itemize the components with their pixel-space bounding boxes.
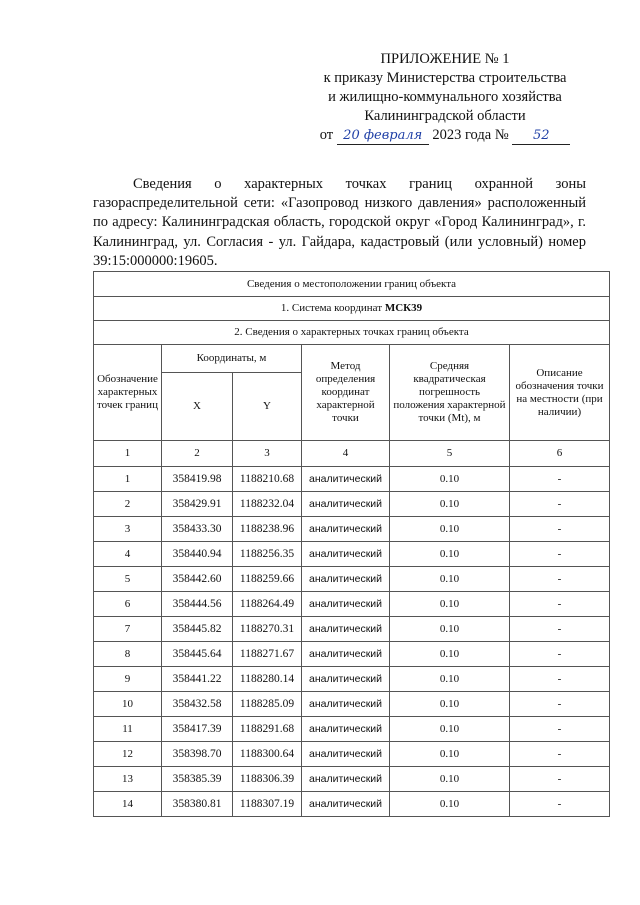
col-number: 1 <box>94 441 162 467</box>
error-cell: 0.10 <box>390 567 510 592</box>
y-coordinate: 1188270.31 <box>233 617 302 642</box>
point-number: 12 <box>94 742 162 767</box>
intro-paragraph: Сведения о характерных точках границ охранной зоны газораспределительной сети: «Газопровод низкого давления» расположенный по адресу: Калининградская область, городской округ «Город Калининград», г. Калининград, ул. Согласия - ул. Гайдара, кадастровый (или условный) номер 39:15:000000:19605. <box>93 176 586 269</box>
description-cell: - <box>510 742 610 767</box>
method-cell: аналитический <box>302 492 390 517</box>
table-title-row <box>94 272 610 297</box>
y-coordinate: 1188306.39 <box>233 767 302 792</box>
col-designation-header: Обозначение характерных точек границ <box>94 345 162 441</box>
table-row <box>94 692 610 717</box>
method-cell: аналитический <box>302 617 390 642</box>
x-coordinate: 358398.70 <box>162 742 233 767</box>
y-coordinate: 1188285.09 <box>233 692 302 717</box>
description-cell: - <box>510 542 610 567</box>
y-coordinate: 1188232.04 <box>233 492 302 517</box>
error-cell: 0.10 <box>390 617 510 642</box>
x-coordinate: 358441.22 <box>162 667 233 692</box>
col-number: 3 <box>233 441 302 467</box>
table-row <box>94 667 610 692</box>
method-cell: аналитический <box>302 642 390 667</box>
point-number: 1 <box>94 467 162 492</box>
point-number: 8 <box>94 642 162 667</box>
y-coordinate: 1188256.35 <box>233 542 302 567</box>
error-cell: 0.10 <box>390 467 510 492</box>
table-row <box>94 517 610 542</box>
x-coordinate: 358445.82 <box>162 617 233 642</box>
description-cell: - <box>510 792 610 817</box>
point-number: 11 <box>94 717 162 742</box>
order-date-line <box>300 126 590 145</box>
order-header <box>300 50 590 145</box>
x-coordinate: 358433.30 <box>162 517 233 542</box>
y-coordinate: 1188307.19 <box>233 792 302 817</box>
point-number: 4 <box>94 542 162 567</box>
error-cell: 0.10 <box>390 492 510 517</box>
table-title: Сведения о местоположении границ объекта <box>94 272 610 297</box>
method-cell: аналитический <box>302 567 390 592</box>
col-y-header: Y <box>233 373 302 441</box>
description-cell: - <box>510 567 610 592</box>
method-cell: аналитический <box>302 692 390 717</box>
x-coordinate: 358432.58 <box>162 692 233 717</box>
description-cell: - <box>510 592 610 617</box>
x-coordinate: 358444.56 <box>162 592 233 617</box>
x-coordinate: 358385.39 <box>162 767 233 792</box>
col-coords-header: Координаты, м <box>162 345 302 373</box>
description-cell: - <box>510 517 610 542</box>
x-coordinate: 358417.39 <box>162 717 233 742</box>
description-cell: - <box>510 717 610 742</box>
col-description-header: Описание обозначения точки на местности (при наличии) <box>510 345 610 441</box>
coordinate-system-row <box>94 297 610 321</box>
point-number: 9 <box>94 667 162 692</box>
x-coordinate: 358380.81 <box>162 792 233 817</box>
point-number: 5 <box>94 567 162 592</box>
year-number-label: 2023 года № <box>432 127 509 143</box>
method-cell: аналитический <box>302 767 390 792</box>
point-number: 14 <box>94 792 162 817</box>
section2-title: 2. Сведения о характерных точках границ объекта <box>94 321 610 345</box>
col-number: 6 <box>510 441 610 467</box>
table-row <box>94 467 610 492</box>
description-cell: - <box>510 767 610 792</box>
description-cell: - <box>510 642 610 667</box>
coordinate-system <box>94 297 610 321</box>
x-coordinate: 358442.60 <box>162 567 233 592</box>
appendix-title: ПРИЛОЖЕНИЕ № 1 <box>380 51 510 67</box>
method-cell: аналитический <box>302 742 390 767</box>
col-x-header: X <box>162 373 233 441</box>
error-cell: 0.10 <box>390 692 510 717</box>
table-row <box>94 542 610 567</box>
y-coordinate: 1188264.49 <box>233 592 302 617</box>
description-cell: - <box>510 467 610 492</box>
error-cell: 0.10 <box>390 717 510 742</box>
table-row <box>94 717 610 742</box>
table-row <box>94 642 610 667</box>
col-error-header: Средняя квадратическая погрешность положения характерной точки (Mt), м <box>390 345 510 441</box>
error-cell: 0.10 <box>390 642 510 667</box>
x-coordinate: 358419.98 <box>162 467 233 492</box>
coordinate-system-value: МСК39 <box>384 302 423 314</box>
col-number: 5 <box>390 441 510 467</box>
x-coordinate: 358440.94 <box>162 542 233 567</box>
table-row <box>94 617 610 642</box>
point-number: 13 <box>94 767 162 792</box>
point-number: 7 <box>94 617 162 642</box>
description-cell: - <box>510 667 610 692</box>
point-number: 10 <box>94 692 162 717</box>
error-cell: 0.10 <box>390 542 510 567</box>
error-cell: 0.10 <box>390 592 510 617</box>
error-cell: 0.10 <box>390 767 510 792</box>
table-row <box>94 492 610 517</box>
method-cell: аналитический <box>302 667 390 692</box>
table-row <box>94 742 610 767</box>
point-number: 3 <box>94 517 162 542</box>
error-cell: 0.10 <box>390 517 510 542</box>
method-cell: аналитический <box>302 592 390 617</box>
y-coordinate: 1188271.67 <box>233 642 302 667</box>
table-row <box>94 767 610 792</box>
col-number: 4 <box>302 441 390 467</box>
y-coordinate: 1188280.14 <box>233 667 302 692</box>
handwritten-date: 20 февраля <box>337 128 429 145</box>
y-coordinate: 1188210.68 <box>233 467 302 492</box>
col-method-header: Метод определения координат характерной точки <box>302 345 390 441</box>
coordinate-system-label: 1. Система координат <box>280 302 383 314</box>
point-number: 2 <box>94 492 162 517</box>
method-cell: аналитический <box>302 517 390 542</box>
method-cell: аналитический <box>302 542 390 567</box>
order-ref-line-2: и жилищно-коммунального хозяйства <box>328 89 562 105</box>
table-row <box>94 567 610 592</box>
handwritten-order-number: 52 <box>512 128 570 145</box>
order-ref-line-3: Калининградской области <box>364 108 526 124</box>
description-cell: - <box>510 692 610 717</box>
description-cell: - <box>510 617 610 642</box>
section2-row <box>94 321 610 345</box>
error-cell: 0.10 <box>390 742 510 767</box>
y-coordinate: 1188259.66 <box>233 567 302 592</box>
x-coordinate: 358445.64 <box>162 642 233 667</box>
table-row <box>94 592 610 617</box>
method-cell: аналитический <box>302 792 390 817</box>
from-label: от <box>319 127 334 143</box>
col-number: 2 <box>162 441 233 467</box>
y-coordinate: 1188300.64 <box>233 742 302 767</box>
method-cell: аналитический <box>302 717 390 742</box>
x-coordinate: 358429.91 <box>162 492 233 517</box>
column-numbers-row <box>94 441 610 467</box>
error-cell: 0.10 <box>390 792 510 817</box>
description-cell: - <box>510 492 610 517</box>
table-row <box>94 792 610 817</box>
method-cell: аналитический <box>302 467 390 492</box>
error-cell: 0.10 <box>390 667 510 692</box>
order-ref-line-1: к приказу Министерства строительства <box>323 70 567 86</box>
y-coordinate: 1188238.96 <box>233 517 302 542</box>
header-row-1 <box>94 345 610 373</box>
point-number: 6 <box>94 592 162 617</box>
boundary-points-table <box>93 271 610 817</box>
y-coordinate: 1188291.68 <box>233 717 302 742</box>
